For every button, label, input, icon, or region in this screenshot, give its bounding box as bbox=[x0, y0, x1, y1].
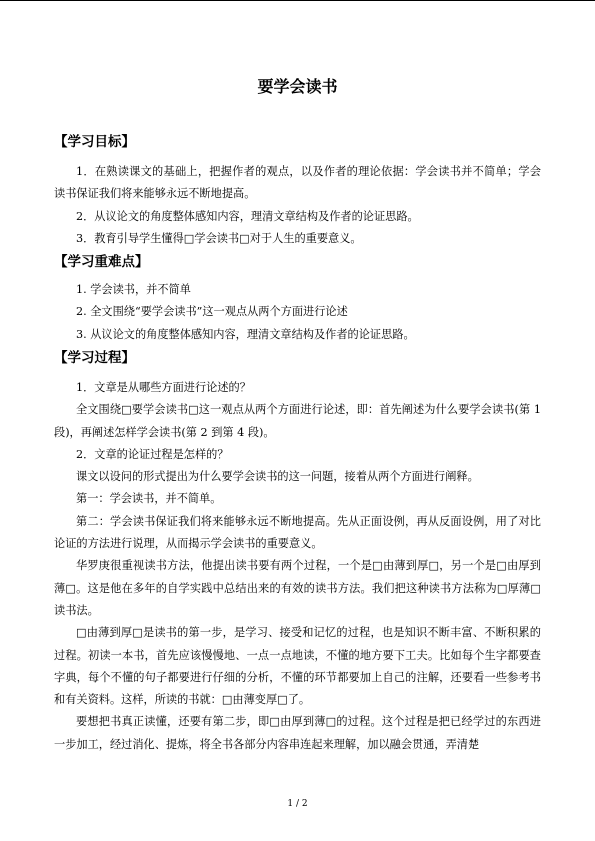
learning-goals-list bbox=[54, 161, 541, 250]
paragraph: 要想把书真正读懂，还要有第二步，即□由厚到薄□的过程。这个过程是把已经学过的东西进一步加工，经过消化、提炼，将全书各部分内容串连起来理解，加以融会贯通，弄清楚 bbox=[54, 715, 541, 751]
section-heading: 【学习过程】 bbox=[54, 350, 135, 366]
list-item: 3．教育引导学生懂得□学会读书□对于人生的重要意义。 bbox=[76, 231, 362, 245]
section-heading: 【学习重难点】 bbox=[54, 254, 149, 270]
paragraph: 第二：学会读书保证我们将来能够永远不断地提高。先从正面设例，再从反面设例，用了对比论证的方法进行说理，从而揭示学会读书的重要意义。 bbox=[54, 514, 541, 551]
section-learning-goals bbox=[54, 131, 541, 153]
list-item: 2．从议论文的角度整体感知内容，理清文章结构及作者的论证思路。 bbox=[76, 209, 419, 223]
paragraph: 第一：学会读书，并不简单。 bbox=[76, 492, 222, 506]
paragraph: □由薄到厚□是读书的第一步，是学习、接受和记忆的过程，也是知识不断丰富、不断积累的过程。初读一本书，首先应该慢慢地、一点一点地读，不懂的地方要下工夫。比如每个生字都要查字典，每个不懂的句子都要进行仔细的分析，不懂的环节都要加上自己的注解，还要看一些参考书和有关资料。这样，所读的书就：□由薄变厚□了。 bbox=[54, 626, 541, 707]
page-top-rule bbox=[0, 0, 595, 1]
learning-process-body bbox=[54, 377, 541, 756]
section-learning-process bbox=[54, 347, 541, 369]
list-item: 2. 全文围绕“要学会读书”这一观点从两个方面进行论述 bbox=[76, 305, 348, 319]
paragraph: 1．文章是从哪些方面进行论述的？ bbox=[76, 381, 251, 394]
section-heading: 【学习目标】 bbox=[54, 134, 135, 150]
paragraph: 2．文章的论证过程是怎样的？ bbox=[76, 447, 229, 461]
paragraph: 全文围绕□要学会读书□这一观点从两个方面进行论述，即：首先阐述为什么要学会读书(第 1 段)，再阐述怎样学会读书(第 2 到第 4 段)。 bbox=[54, 403, 541, 439]
list-item: 1. 学会读书，并不简单 bbox=[76, 283, 191, 296]
list-item: 3. 从议论文的角度整体感知内容，理清文章结构及作者的论证思路。 bbox=[76, 327, 415, 341]
paragraph: 课文以设问的形式提出为什么要学会读书的这一问题，接着从两个方面进行阐释。 bbox=[76, 470, 479, 484]
list-item: 1．在熟读课文的基础上，把握作者的观点，以及作者的理论依据：学会读书并不简单；学会读书保证我们将来能够永远不断地提高。 bbox=[54, 165, 541, 201]
page-number: 1 / 2 bbox=[287, 799, 308, 809]
key-points-list bbox=[54, 279, 541, 346]
section-key-points bbox=[54, 251, 541, 273]
paragraph: 华罗庚很重视读书方法，他提出读书要有两个过程，一个是□由薄到厚□，另一个是□由厚到薄□。这是他在多年的自学实践中总结出来的有效的读书方法。我们把这种读书方法称为□厚薄□读书法。 bbox=[54, 559, 541, 617]
page-title: 要学会读书 bbox=[257, 77, 338, 96]
